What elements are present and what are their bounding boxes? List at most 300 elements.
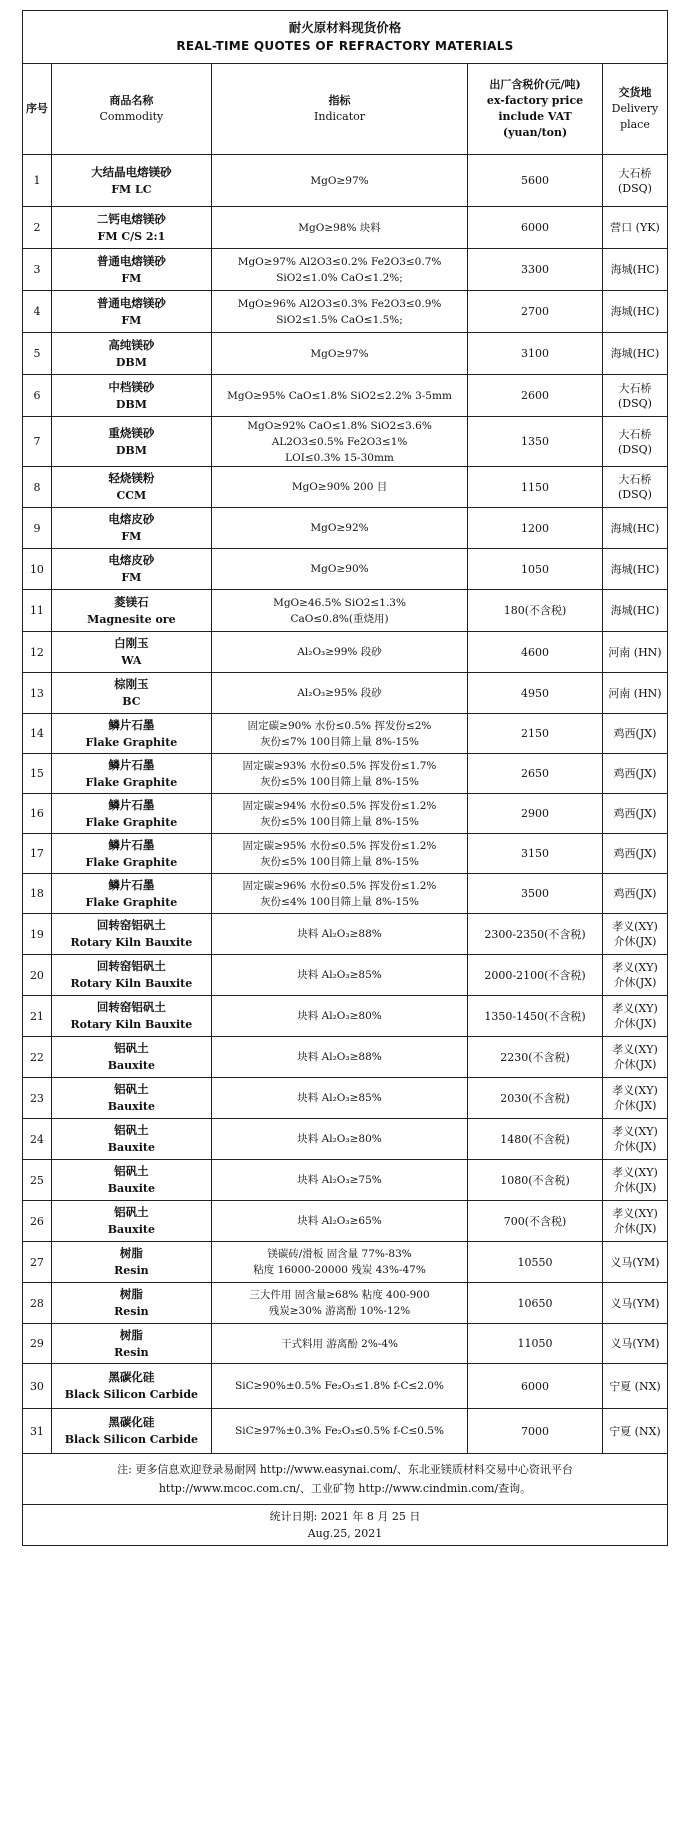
row-number: 9 [23, 508, 52, 549]
commodity-cn: 鳞片石墨 [108, 717, 155, 732]
indicator-line: 干式料用 游离酚 2%-4% [281, 1337, 399, 1350]
indicator-cell [211, 632, 467, 673]
commodity-cell [51, 333, 211, 375]
delivery-place-cell [602, 249, 667, 291]
row-number: 8 [23, 467, 52, 508]
commodity-en: Bauxite [107, 1100, 155, 1113]
commodity-en: FM [121, 313, 142, 327]
table-row [23, 590, 668, 632]
delivery-place-line: 大石桥 [618, 473, 652, 486]
table-row [23, 714, 668, 754]
row-number: 21 [23, 996, 52, 1037]
commodity-cell [51, 1160, 211, 1201]
price-cell: 6000 [468, 1364, 603, 1409]
delivery-place-line: 鸡西(JX) [613, 847, 657, 860]
table-row [23, 1119, 668, 1160]
price-cell: 2230(不含税) [468, 1037, 603, 1078]
delivery-place-line: 鸡西(JX) [613, 887, 657, 900]
row-number: 14 [23, 714, 52, 754]
delivery-place-line: (DSQ) [617, 181, 652, 195]
commodity-cn: 轻烧镁粉 [108, 471, 155, 485]
row-number: 7 [23, 417, 52, 467]
delivery-place-line: 介休(JX) [613, 1222, 657, 1235]
delivery-place-cell [602, 754, 667, 794]
indicator-cell [211, 714, 467, 754]
row-number: 28 [23, 1283, 52, 1324]
table-row [23, 955, 668, 996]
price-cell: 3500 [468, 874, 603, 914]
indicator-cell [211, 1160, 467, 1201]
commodity-cn: 重烧镁砂 [108, 425, 155, 440]
table-row [23, 375, 668, 417]
commodity-en: Rotary Kiln Bauxite [70, 1018, 193, 1031]
indicator-cell [211, 375, 467, 417]
delivery-place-cell [602, 714, 667, 754]
table-row [23, 333, 668, 375]
table-title [23, 11, 668, 64]
row-number: 30 [23, 1364, 52, 1409]
indicator-line: Al₂O₃≥95% 段砂 [297, 687, 382, 699]
price-cell: 10650 [468, 1283, 603, 1324]
indicator-cell [211, 1078, 467, 1119]
row-number: 6 [23, 375, 52, 417]
commodity-cell [51, 155, 211, 207]
delivery-place-cell [602, 155, 667, 207]
commodity-cell [51, 1242, 211, 1283]
title-en: REAL-TIME QUOTES OF REFRACTORY MATERIALS [176, 39, 514, 53]
indicator-line: 块料 Al₂O₃≥88% [297, 928, 382, 940]
commodity-cn: 回转窑铝矾土 [96, 959, 166, 973]
price-cell: 1050 [468, 549, 603, 590]
header-indicator: 指标 Indicator [211, 64, 467, 155]
delivery-place-line: 介休(JX) [613, 1058, 657, 1071]
price-cell: 7000 [468, 1409, 603, 1454]
commodity-cell [51, 1119, 211, 1160]
commodity-cell [51, 467, 211, 508]
price-table-container [22, 10, 668, 1546]
table-row [23, 996, 668, 1037]
indicator-line: MgO≥92% [310, 522, 369, 534]
commodity-cell [51, 207, 211, 249]
delivery-place-cell [602, 874, 667, 914]
indicator-line: MgO≥90% [310, 563, 369, 575]
header-row [23, 64, 668, 155]
row-number: 16 [23, 794, 52, 834]
commodity-en: WA [121, 654, 142, 667]
commodity-en: Bauxite [107, 1141, 155, 1154]
row-number: 23 [23, 1078, 52, 1119]
indicator-line: MgO≥96% Al2O3≤0.3% Fe2O3≤0.9% [237, 297, 442, 310]
commodity-cn: 鳞片石墨 [108, 837, 155, 852]
commodity-en: DBM [115, 397, 147, 411]
delivery-place-line: 大石桥 [618, 381, 652, 395]
indicator-cell [211, 754, 467, 794]
indicator-line: MgO≥90% 200 目 [291, 481, 388, 493]
statistics-date [23, 1505, 668, 1546]
table-row [23, 1078, 668, 1119]
delivery-place-line: 鸡西(JX) [613, 807, 657, 820]
delivery-place-cell [602, 996, 667, 1037]
indicator-line: 块料 Al₂O₃≥65% [297, 1215, 382, 1227]
delivery-place-cell [602, 1160, 667, 1201]
commodity-cn: 鳞片石墨 [108, 877, 155, 892]
commodity-cn: 棕刚玉 [114, 677, 149, 691]
row-number: 12 [23, 632, 52, 673]
delivery-place-cell [602, 1037, 667, 1078]
row-number: 24 [23, 1119, 52, 1160]
commodity-cn: 铝矾土 [114, 1041, 149, 1055]
price-cell: 2150 [468, 714, 603, 754]
table-row [23, 417, 668, 467]
commodity-cn: 铝矾土 [114, 1082, 149, 1096]
row-number: 18 [23, 874, 52, 914]
price-cell: 11050 [468, 1324, 603, 1364]
delivery-place-line: 海城(HC) [610, 562, 660, 576]
table-body [23, 155, 668, 1454]
delivery-place-cell [602, 508, 667, 549]
header-no: 序号 [23, 64, 52, 155]
delivery-place-cell [602, 834, 667, 874]
delivery-place-line: 海城(HC) [610, 305, 660, 318]
commodity-en: Flake Graphite [85, 815, 178, 829]
indicator-cell [211, 1364, 467, 1409]
commodity-en: Bauxite [107, 1059, 155, 1072]
commodity-cn: 电熔皮砂 [108, 553, 155, 567]
indicator-line: MgO≥92% CaO≤1.8% SiO2≤3.6% [247, 419, 432, 432]
indicator-cell [211, 1409, 467, 1454]
commodity-cn: 高纯镁砂 [108, 337, 155, 352]
indicator-line: Al₂O₃≥99% 段砂 [297, 646, 382, 658]
table-row [23, 155, 668, 207]
table-row [23, 1283, 668, 1324]
commodity-cn: 铝矾土 [114, 1205, 149, 1219]
indicator-line: SiO2≤1.0% CaO≤1.2%; [276, 271, 403, 284]
indicator-cell [211, 673, 467, 714]
delivery-place-cell [602, 291, 667, 333]
commodity-cell [51, 291, 211, 333]
delivery-place-line: 孝义(XY) [612, 1125, 658, 1138]
indicator-line: 块料 Al₂O₃≥75% [297, 1174, 382, 1186]
commodity-en: FM LC [111, 182, 152, 196]
indicator-line: 灰份≤5% 100目筛上量 8%-15% [260, 855, 419, 868]
indicator-line: 灰份≤7% 100目筛上量 8%-15% [260, 735, 419, 748]
table-row [23, 754, 668, 794]
commodity-cn: 鳞片石墨 [108, 797, 155, 812]
commodity-cell [51, 914, 211, 955]
table-row [23, 249, 668, 291]
indicator-cell [211, 333, 467, 375]
row-number: 31 [23, 1409, 52, 1454]
table-row [23, 914, 668, 955]
delivery-place-line: 介休(JX) [613, 1181, 657, 1194]
delivery-place-cell [602, 1201, 667, 1242]
delivery-place-cell [602, 417, 667, 467]
commodity-cell [51, 1409, 211, 1454]
commodity-cell [51, 874, 211, 914]
table-row [23, 1242, 668, 1283]
table-row [23, 1409, 668, 1454]
table-row [23, 467, 668, 508]
row-number: 19 [23, 914, 52, 955]
indicator-line: SiC≥97%±0.3% Fe₂O₃≤0.5% f-C≤0.5% [235, 1425, 444, 1437]
price-cell: 1080(不含税) [468, 1160, 603, 1201]
commodity-cell [51, 417, 211, 467]
price-cell: 1200 [468, 508, 603, 549]
indicator-line: 固定碳≥96% 水份≤0.5% 挥发份≤1.2% [242, 879, 437, 892]
indicator-cell [211, 1242, 467, 1283]
price-cell: 1150 [468, 467, 603, 508]
row-number: 1 [23, 155, 52, 207]
indicator-line: 灰份≤5% 100目筛上量 8%-15% [260, 815, 419, 828]
commodity-en: Black Silicon Carbide [64, 1388, 199, 1401]
price-cell: 3300 [468, 249, 603, 291]
price-cell: 1350-1450(不含税) [468, 996, 603, 1037]
delivery-place-cell [602, 375, 667, 417]
table-row [23, 1160, 668, 1201]
indicator-cell [211, 508, 467, 549]
commodity-cn: 鳞片石墨 [108, 757, 155, 772]
delivery-place-line: 义马(YM) [610, 1337, 660, 1350]
row-number: 3 [23, 249, 52, 291]
price-cell: 10550 [468, 1242, 603, 1283]
delivery-place-line: 大石桥 [618, 427, 652, 441]
indicator-line: SiC≥90%±0.5% Fe₂O₃≤1.8% f-C≤2.0% [235, 1380, 444, 1392]
indicator-line: AL2O3≤0.5% Fe2O3≤1% [271, 435, 408, 448]
row-number: 17 [23, 834, 52, 874]
price-cell: 2600 [468, 375, 603, 417]
price-cell: 1480(不含税) [468, 1119, 603, 1160]
indicator-cell [211, 874, 467, 914]
commodity-en: Black Silicon Carbide [64, 1433, 199, 1446]
price-cell: 5600 [468, 155, 603, 207]
row-number: 4 [23, 291, 52, 333]
commodity-en: Resin [114, 1305, 149, 1318]
delivery-place-line: 孝义(XY) [612, 1207, 658, 1220]
commodity-cell [51, 996, 211, 1037]
commodity-en: FM [121, 571, 142, 584]
commodity-cell [51, 1283, 211, 1324]
commodity-cn: 回转窑铝矾土 [96, 1000, 166, 1014]
title-cn: 耐火原材料现货价格 [288, 20, 402, 35]
price-table [22, 10, 668, 1546]
delivery-place-line: 河南 (HN) [608, 686, 662, 700]
delivery-place-line: 海城(HC) [610, 521, 660, 535]
date-en: Aug.25, 2021 [307, 1527, 383, 1540]
delivery-place-line: 营口 (YK) [610, 221, 660, 234]
delivery-place-line: 大石桥 [618, 166, 652, 180]
price-cell: 180(不含税) [468, 590, 603, 632]
commodity-cn: 黑碳化硅 [108, 1415, 155, 1429]
delivery-place-line: 介休(JX) [613, 1099, 657, 1112]
delivery-place-cell [602, 673, 667, 714]
indicator-cell [211, 549, 467, 590]
table-row [23, 834, 668, 874]
header-delivery: 交货地 Delivery place [602, 64, 667, 155]
indicator-line: MgO≥46.5% SiO2≤1.3% [273, 596, 406, 609]
delivery-place-line: 海城(HC) [610, 263, 660, 276]
indicator-cell [211, 207, 467, 249]
commodity-cell [51, 794, 211, 834]
commodity-cn: 白刚玉 [114, 636, 149, 650]
row-number: 10 [23, 549, 52, 590]
table-row [23, 1324, 668, 1364]
row-number: 5 [23, 333, 52, 375]
commodity-en: Flake Graphite [85, 895, 178, 909]
indicator-line: 块料 Al₂O₃≥85% [297, 969, 382, 981]
price-cell: 2700 [468, 291, 603, 333]
commodity-cell [51, 955, 211, 996]
indicator-line: 粘度 16000-20000 残炭 43%-47% [253, 1264, 426, 1276]
indicator-line: 块料 Al₂O₃≥80% [297, 1010, 382, 1022]
commodity-cn: 树脂 [119, 1246, 143, 1260]
commodity-cell [51, 590, 211, 632]
indicator-line: 三大件用 固含量≥68% 粘度 400-900 [249, 1289, 430, 1301]
delivery-place-line: (DSQ) [617, 396, 652, 410]
delivery-place-cell [602, 794, 667, 834]
delivery-place-line: 河南 (HN) [608, 645, 662, 659]
indicator-cell [211, 249, 467, 291]
table-row [23, 291, 668, 333]
indicator-line: MgO≥95% CaO≤1.8% SiO2≤2.2% 3-5mm [227, 389, 452, 402]
row-number: 25 [23, 1160, 52, 1201]
delivery-place-line: 海城(HC) [610, 347, 660, 360]
footnote-line-2: http://www.mcoc.com.cn/、工业矿物 http://www.cindmin.com/查询。 [158, 1482, 532, 1495]
indicator-cell [211, 834, 467, 874]
indicator-line: 块料 Al₂O₃≥88% [297, 1051, 382, 1063]
price-cell: 4950 [468, 673, 603, 714]
delivery-place-line: 宁夏 (NX) [609, 1379, 661, 1393]
delivery-place-line: 孝义(XY) [612, 1043, 658, 1056]
price-cell: 6000 [468, 207, 603, 249]
indicator-line: 灰份≤5% 100目筛上量 8%-15% [260, 775, 419, 788]
indicator-line: 固定碳≥94% 水份≤0.5% 挥发份≤1.2% [242, 799, 437, 812]
table-row [23, 1201, 668, 1242]
commodity-en: Rotary Kiln Bauxite [70, 936, 193, 949]
header-commodity: 商品名称 Commodity [51, 64, 211, 155]
commodity-cn: 二钙电熔镁砂 [96, 211, 166, 226]
delivery-place-cell [602, 1324, 667, 1364]
indicator-cell [211, 291, 467, 333]
delivery-place-cell [602, 1409, 667, 1454]
table-row [23, 874, 668, 914]
indicator-line: MgO≥97% [310, 347, 369, 360]
commodity-cell [51, 754, 211, 794]
delivery-place-cell [602, 632, 667, 673]
commodity-cn: 树脂 [119, 1327, 143, 1342]
commodity-en: Resin [114, 1345, 149, 1359]
price-cell: 1350 [468, 417, 603, 467]
commodity-cell [51, 673, 211, 714]
delivery-place-line: 义马(YM) [610, 1296, 660, 1310]
commodity-cell [51, 508, 211, 549]
delivery-place-cell [602, 1283, 667, 1324]
delivery-place-line: 介休(JX) [613, 976, 657, 989]
delivery-place-line: 孝义(XY) [612, 961, 658, 974]
footnote-line-1: 注: 更多信息欢迎登录易耐网 http://www.easynai.com/、东北亚镁质材料交易中心资讯平台 [117, 1463, 573, 1476]
indicator-line: 灰份≤4% 100目筛上量 8%-15% [260, 895, 419, 908]
delivery-place-line: 介休(JX) [613, 1140, 657, 1153]
header-price: 出厂含税价(元/吨) ex-factory price include VAT (yuan/ton) [468, 64, 603, 155]
price-cell: 4600 [468, 632, 603, 673]
price-cell: 2030(不含税) [468, 1078, 603, 1119]
delivery-place-line: (DSQ) [617, 488, 652, 501]
table-row [23, 632, 668, 673]
table-row [23, 1037, 668, 1078]
commodity-cn: 普通电熔镁砂 [96, 295, 166, 310]
price-cell: 2900 [468, 794, 603, 834]
indicator-line: 块料 Al₂O₃≥85% [297, 1092, 382, 1104]
table-row [23, 549, 668, 590]
delivery-place-line: 鸡西(JX) [613, 727, 657, 740]
indicator-cell [211, 1283, 467, 1324]
delivery-place-line: 介休(JX) [613, 935, 657, 948]
commodity-en: Rotary Kiln Bauxite [70, 977, 193, 990]
commodity-cell [51, 714, 211, 754]
row-number: 26 [23, 1201, 52, 1242]
delivery-place-line: 介休(JX) [613, 1017, 657, 1030]
commodity-en: FM C/S 2:1 [97, 229, 166, 243]
commodity-cell [51, 1201, 211, 1242]
table-row [23, 508, 668, 549]
commodity-cell [51, 1037, 211, 1078]
commodity-en: FM [121, 271, 142, 285]
delivery-place-cell [602, 914, 667, 955]
indicator-cell [211, 590, 467, 632]
delivery-place-cell [602, 207, 667, 249]
delivery-place-line: 孝义(XY) [612, 1084, 658, 1097]
commodity-en: Flake Graphite [85, 855, 178, 869]
indicator-line: CaO≤0.8%(重烧用) [290, 612, 389, 625]
commodity-en: Magnesite ore [87, 612, 176, 626]
commodity-en: BC [122, 695, 141, 708]
commodity-cn: 菱镁石 [114, 594, 149, 609]
delivery-place-cell [602, 549, 667, 590]
delivery-place-cell [602, 467, 667, 508]
delivery-place-line: (DSQ) [617, 442, 652, 456]
indicator-cell [211, 996, 467, 1037]
commodity-cell [51, 1324, 211, 1364]
row-number: 13 [23, 673, 52, 714]
commodity-cn: 铝矾土 [114, 1164, 149, 1178]
delivery-place-cell [602, 955, 667, 996]
row-number: 11 [23, 590, 52, 632]
footnote [23, 1454, 668, 1505]
price-cell: 2000-2100(不含税) [468, 955, 603, 996]
commodity-en: Bauxite [107, 1182, 155, 1195]
delivery-place-cell [602, 333, 667, 375]
indicator-cell [211, 1119, 467, 1160]
commodity-cn: 电熔皮砂 [108, 512, 155, 526]
commodity-cn: 普通电熔镁砂 [96, 253, 166, 268]
delivery-place-cell [602, 1119, 667, 1160]
table-row [23, 673, 668, 714]
indicator-cell [211, 914, 467, 955]
indicator-line: MgO≥98% 块料 [298, 221, 381, 234]
row-number: 22 [23, 1037, 52, 1078]
delivery-place-line: 孝义(XY) [612, 1166, 658, 1179]
price-cell: 2650 [468, 754, 603, 794]
table-row [23, 794, 668, 834]
indicator-line: 镁碳砖/滑板 固含量 77%-83% [267, 1248, 412, 1260]
commodity-en: FM [121, 530, 142, 543]
indicator-cell [211, 1201, 467, 1242]
indicator-cell [211, 467, 467, 508]
delivery-place-cell [602, 590, 667, 632]
price-cell: 3100 [468, 333, 603, 375]
date-cn: 统计日期: 2021 年 8 月 25 日 [269, 1510, 421, 1523]
table-row [23, 1364, 668, 1409]
commodity-cell [51, 1364, 211, 1409]
